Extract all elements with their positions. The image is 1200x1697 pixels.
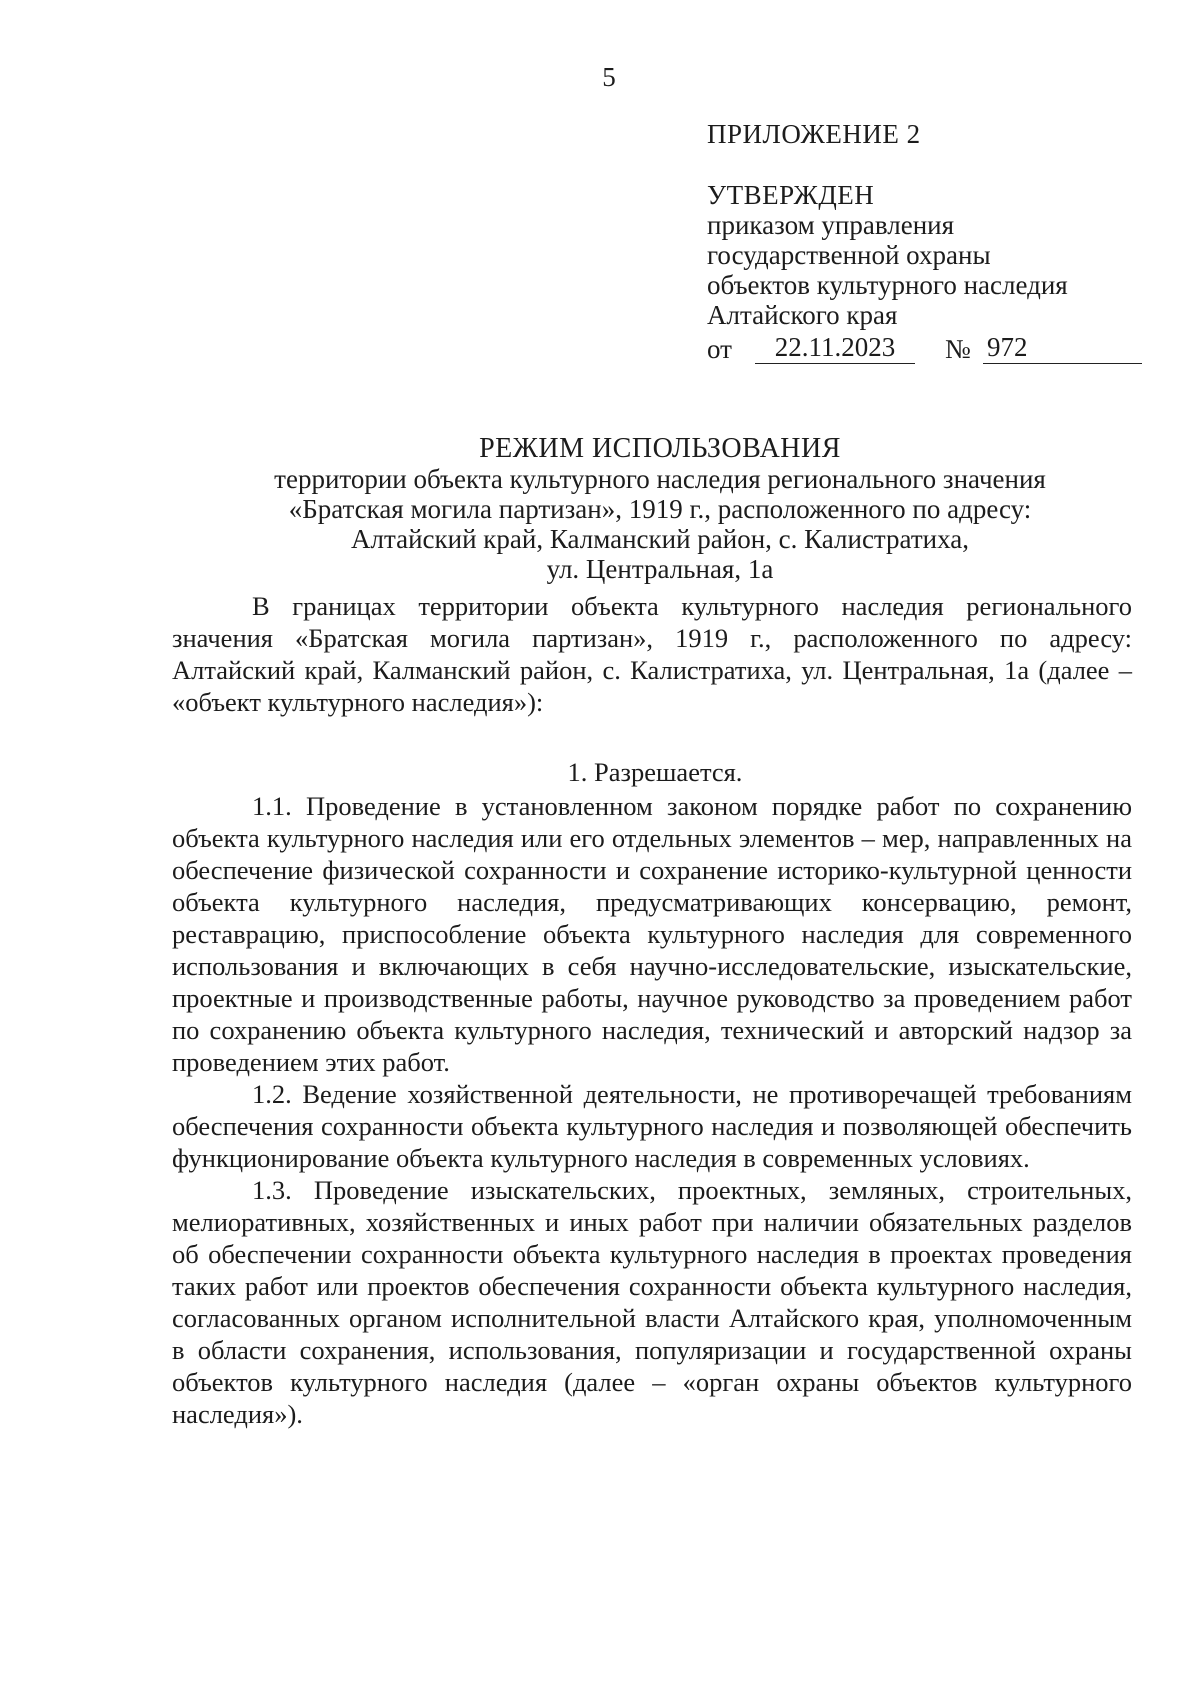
title-line: Алтайский край, Калманский район, с. Калистратиха, [351, 524, 969, 554]
number-sign: № [945, 334, 971, 364]
intro-text: В границах территории объекта культурного наследия регионального значения «Братская могила партизан», 1919 г., расположенного по адресу: Алтайский край, Калманский район, с. Калистратиха, ул. Центральная, 1а (далее – «объект культурного наследия»): [172, 591, 1132, 717]
appendix-label: ПРИЛОЖЕНИЕ 2 [707, 119, 921, 149]
title-line: «Братская могила партизан», 1919 г., расположенного по адресу: [288, 494, 1032, 524]
order-date: 22.11.2023 [755, 332, 915, 364]
title-line: ул. Центральная, 1а [546, 554, 774, 584]
approval-line: объектов культурного наследия [707, 270, 1068, 300]
approval-line: государственной охраны [707, 240, 991, 270]
order-number: 972 [983, 332, 1142, 364]
approval-line: Алтайского края [707, 300, 898, 330]
approval-block [707, 118, 1147, 364]
document-title-block [180, 434, 1140, 584]
clauses-list [172, 790, 1132, 1430]
clause-paragraph: 1.1. Проведение в установленном законом порядке работ по сохранению объекта культурного наследия или его отдельных элементов – мер, направленных на обеспечение физической сохранности и сохранение историко-культурной ценности объекта культурного наследия, предусматривающих консервацию, ремонт, реставрацию, приспособление объекта культурного наследия для современного использования и включающих в себя научно-исследовательские, изыскательские, проектные и производственные работы, научное руководство за проведением работ по сохранению объекта культурного наследия, технический и авторский надзор за проведением этих работ. [172, 791, 1132, 1077]
title-line: территории объекта культурного наследия регионального значения [274, 464, 1046, 494]
clause-paragraph: 1.2. Ведение хозяйственной деятельности, не противоречащей требованиям обеспечения сохранности объекта культурного наследия и позволяющей обеспечить функционирование объекта культурного наследия в современных условиях. [172, 1079, 1132, 1173]
section-heading: 1. Разрешается. [567, 757, 743, 787]
date-prefix: от [707, 334, 732, 364]
order-date-number [707, 332, 1147, 364]
approved-label: УТВЕРЖДЕН [707, 180, 875, 210]
document-title: РЕЖИМ ИСПОЛЬЗОВАНИЯ [479, 433, 841, 464]
approval-line: приказом управления [707, 210, 955, 240]
clause-paragraph: 1.3. Проведение изыскательских, проектных, земляных, строительных, мелиоративных, хозяйственных и иных работ при наличии обязательных разделов об обеспечении сохранности объекта культурного наследия в проектах проведения таких работ или проектов обеспечения сохранности объекта культурного наследия, согласованных органом исполнительной власти Алтайского края, уполномоченным в области сохранения, использования, популяризации и государственной охраны объектов культурного наследия (далее – «орган охраны объектов культурного наследия»). [172, 1175, 1132, 1429]
intro-paragraph [172, 590, 1132, 718]
page-number: 5 [602, 62, 616, 92]
